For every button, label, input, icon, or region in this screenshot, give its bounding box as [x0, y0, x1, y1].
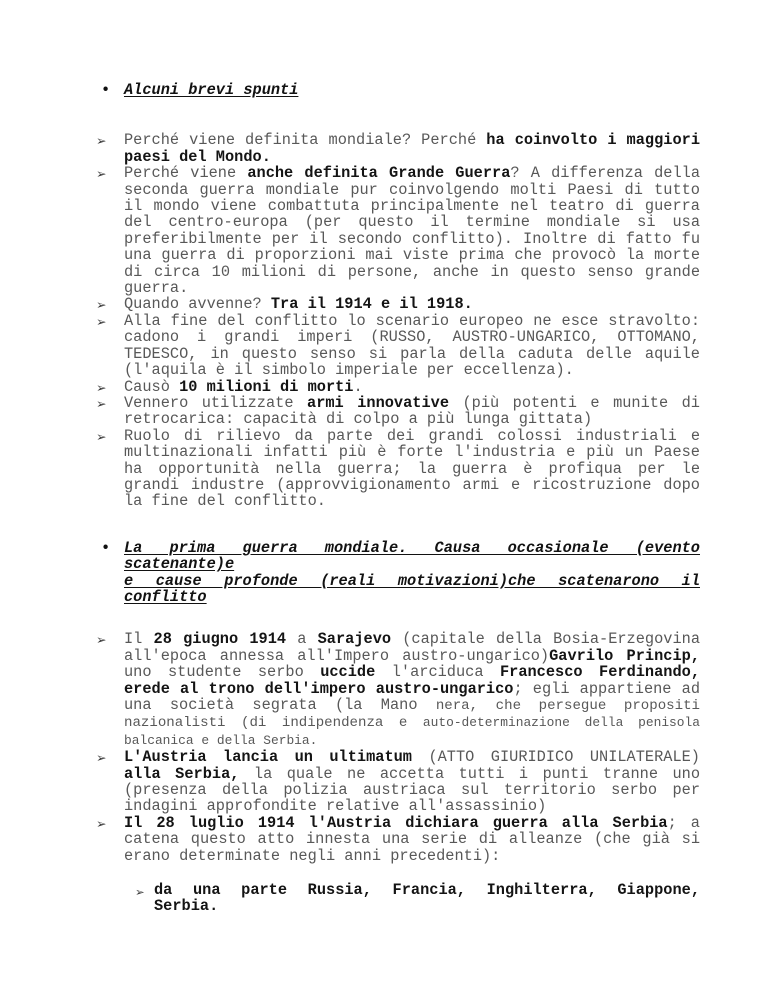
section-heading [96, 82, 700, 98]
arrow-bullet-icon: ➢ [96, 428, 107, 444]
text-run: Perché viene definita mondiale? Perché [124, 131, 487, 150]
text-run: (ATTO GIURIDICO UNILATERALE) [412, 748, 700, 767]
item-text [124, 630, 700, 748]
text-run: 10 milioni di morti [179, 377, 354, 396]
text-run: (più potenti e munite di retrocarica: capacità di colpo a più lunga gittata) [124, 393, 700, 429]
arrow-bullet-icon: ➢ [96, 379, 107, 395]
text-run: Sarajevo [317, 630, 392, 649]
text-run: uno studente serbo [124, 663, 321, 682]
text-run: alla Serbia, [124, 764, 240, 783]
arrow-bullet-icon: ➢ [96, 815, 107, 831]
section-list [96, 631, 700, 915]
list-item [96, 296, 700, 312]
heading-text [124, 540, 700, 606]
item-text [124, 394, 700, 428]
heading-line: La prima guerra mondiale. Causa occasionale (evento scatenante)e [124, 538, 700, 574]
heading-text [124, 82, 700, 98]
item-text [124, 814, 700, 865]
list-item [96, 428, 700, 510]
item-text [124, 748, 700, 815]
list-item [96, 313, 700, 379]
text-run: Causò [124, 377, 180, 396]
item-text [124, 312, 700, 379]
text-run: la quale ne accetta tutti i punti tranne uno (presenza della polizia austriaca sul territorio serbo per indagini approfondite relative all'assassinio) [124, 764, 700, 816]
arrow-bullet-icon: ➢ [96, 750, 107, 766]
text-run: L'Austria lancia un ultimatum [124, 748, 412, 767]
text-run: Tra il 1914 e il 1918. [270, 295, 473, 314]
arrow-bullet-icon: ➢ [96, 313, 107, 329]
arrow-bullet-icon: ➢ [135, 885, 145, 900]
list-item [96, 165, 700, 296]
heading-line: Alcuni brevi spunti [124, 81, 299, 99]
text-run: anche definita Grande Guerra [247, 164, 511, 183]
text-run: Alla fine del conflitto lo scenario europeo ne esce stravolto: cadono i grandi imperi (RUSSO, AUSTRO-UNGARICO, OTTOMANO, TEDESCO, in questo senso si parla della caduta delle aquile (l'aquila è il simbolo imperiale per eccellenza). [124, 311, 700, 380]
text-run: ; egli appartiene ad una società segrata (la Mano [124, 679, 701, 714]
text-run: da una parte Russia, Francia, Inghilterra, Giappone, Serbia. [154, 881, 700, 916]
text-run: uccide [320, 663, 376, 682]
text-run: Francesco Ferdinando, erede al trono dell'impero austro-ungarico [124, 663, 701, 698]
bullet-dot-icon: • [101, 81, 111, 99]
text-run: armi innovative [307, 393, 450, 412]
text-run: Vennero utilizzate [124, 393, 308, 412]
text-run: l'arciduca [375, 663, 500, 682]
text-run: Quando avvenne? [124, 295, 271, 314]
item-text [124, 131, 700, 165]
heading-line: e cause profonde (reali motivazioni)che scatenarono il conflitto [124, 571, 700, 606]
text-run: 28 giugno 1914 [153, 630, 287, 649]
list-item [96, 132, 700, 165]
text-run: Gavrilo Princip, [549, 646, 700, 665]
text-run: . [353, 377, 363, 396]
list-item [96, 631, 700, 749]
text-run: auto-determinazione della penisola balcanica e della Serbia. [124, 715, 700, 748]
list-item [96, 749, 700, 815]
arrow-bullet-icon: ➢ [96, 632, 107, 648]
section-list [96, 132, 700, 509]
arrow-bullet-icon: ➢ [96, 166, 107, 182]
arrow-bullet-icon: ➢ [96, 133, 107, 149]
text-run: ? A differenza della seconda guerra mondiale pur coinvolgendo molti Paesi di tutto il mondo viene combattuta principalmente nel teatro di guerra del centro-europa (per questo il termine mondiale si usa preferibilmente per il secondo conflitto). Inoltre di fatto fu una guerra di proporzioni mai viste prima che provocò la morte di circa 10 milioni di persone, anche in questo senso grande guerra. [124, 164, 700, 298]
text-run: nera, che persegue propositi nazionalisti (di indipendenza e [124, 698, 700, 732]
text-run: Perché viene [124, 164, 248, 183]
item-text [154, 881, 700, 915]
list-item [96, 379, 700, 395]
arrow-bullet-icon: ➢ [96, 297, 107, 313]
item-text [124, 427, 700, 511]
bullet-dot-icon: • [101, 538, 111, 557]
text-run: Ruolo di rilievo da parte dei grandi colossi industriali e multinazionali infatti più è forte l'industria e più un Paese ha opportunità nella guerra; la guerra è profiqua per le grandi industre (approvvigionamento armi e ricostruzione dopo la fine del conflitto. [124, 426, 700, 511]
list-item [96, 815, 700, 864]
text-run: ha coinvolto i maggiori paesi del Mondo. [124, 131, 700, 166]
text-run: a [286, 630, 318, 649]
text-run: ; a catena questo atto innesta una serie di alleanze (che già si erano determinate negli anni precedenti): [124, 813, 700, 865]
text-run: Il 28 luglio 1914 l'Austria dichiara guerra alla Serbia [124, 813, 668, 832]
item-text [124, 164, 700, 297]
list-item [96, 395, 700, 428]
item-text [124, 378, 363, 396]
text-run: Il [124, 630, 154, 649]
arrow-bullet-icon: ➢ [96, 395, 107, 411]
item-text [124, 295, 473, 313]
list-item [135, 882, 700, 915]
section-heading [96, 540, 700, 606]
text-run: (capitale della Bosia-Erzegovina all'epoca annessa all'Impero austro-ungarico) [124, 630, 700, 665]
